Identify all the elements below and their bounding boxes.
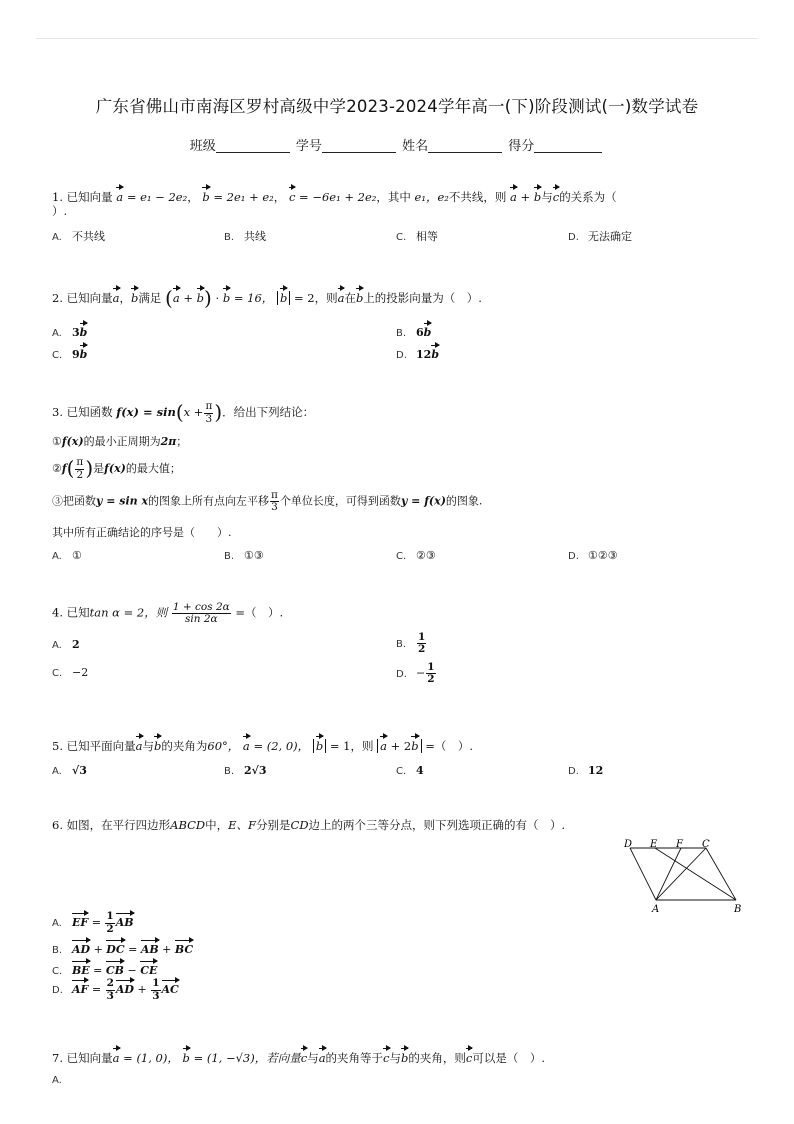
- function-def: f(x) = sin: [116, 405, 176, 419]
- q-text: 的最小正周期为: [83, 435, 161, 448]
- id-label: 学号: [295, 139, 322, 154]
- q-text: ．给出下列结论：: [222, 405, 315, 419]
- q-text: tan α = 2，则: [89, 605, 168, 620]
- q3-option-d[interactable]: [568, 549, 618, 562]
- q3-option-c[interactable]: [396, 549, 436, 562]
- q2-option-d[interactable]: [396, 342, 439, 361]
- fraction-pi-3: $\frac{\pi}{3}$: [205, 400, 213, 425]
- option-text: ①: [72, 549, 82, 562]
- q2-option-c[interactable]: [52, 342, 87, 361]
- option-text: 6: [416, 326, 424, 339]
- q-text: 上的投影向量为（ ）.: [363, 291, 482, 305]
- q2-option-a[interactable]: [52, 320, 87, 339]
- q-text: 的图象上所有点向左平移: [148, 494, 270, 508]
- option-text: 12: [588, 764, 604, 777]
- vector-b: b: [424, 320, 432, 339]
- vector-a: a: [510, 184, 517, 204]
- name-blank[interactable]: [428, 138, 502, 153]
- q1-option-a[interactable]: [52, 228, 105, 244]
- q-text: 已知向量: [66, 291, 113, 305]
- function-ref: y = sin x: [96, 494, 149, 508]
- q-text: 的关系为（: [559, 190, 617, 204]
- q6-option-c[interactable]: C. BE = CB − CE: [52, 958, 157, 977]
- question-number: 5.: [52, 739, 63, 753]
- option-key: C.: [52, 668, 63, 679]
- option-key: C.: [52, 350, 63, 361]
- student-info-line: [0, 135, 794, 154]
- q1-option-c[interactable]: [396, 228, 438, 244]
- label-c: C: [702, 839, 710, 850]
- shape-name: ABCD: [170, 818, 206, 832]
- q-text: 可以是（ ）.: [472, 1051, 545, 1065]
- option-text: 2: [72, 638, 80, 651]
- question-4: [52, 602, 283, 625]
- q-text: ，: [187, 190, 199, 204]
- q5-option-c[interactable]: [396, 764, 424, 777]
- q-text: 中，: [205, 818, 229, 832]
- vector-b: b: [280, 285, 287, 305]
- vector-a: a: [136, 733, 143, 753]
- score-label: 得分: [508, 139, 535, 154]
- question-1-cont: ）.: [52, 204, 68, 218]
- option-key: B.: [224, 551, 235, 562]
- vector-c: c: [383, 1045, 389, 1065]
- q-text: 的夹角为: [161, 739, 208, 753]
- equation-b: = 2e₁ + e₂: [213, 190, 274, 204]
- vector-b: b: [80, 320, 88, 339]
- function-ref: y = f(x): [400, 494, 446, 508]
- question-number: 1.: [52, 190, 63, 204]
- q-text: 不共线，则: [448, 190, 507, 204]
- q-text: 个单位长度，可得到函数: [279, 494, 401, 508]
- statement-mark: ①: [52, 435, 62, 448]
- q2-option-b[interactable]: [396, 320, 431, 339]
- option-key: B.: [396, 328, 407, 339]
- angle-value: 60°，: [207, 739, 240, 753]
- vector-a: a: [113, 285, 120, 305]
- question-6: [52, 817, 565, 833]
- q3-option-a[interactable]: [52, 549, 82, 562]
- q-text: 的夹角，则: [408, 1051, 466, 1065]
- q5-option-b[interactable]: [224, 764, 267, 777]
- q6-option-a[interactable]: A. EF = $\frac{1}{2}$ AB: [52, 910, 134, 935]
- option-text: ①③: [244, 549, 264, 562]
- q4-option-c[interactable]: [52, 666, 88, 679]
- q-text: = 2，则: [293, 291, 338, 305]
- option-key: D.: [568, 766, 579, 777]
- option-text: √3: [72, 764, 87, 777]
- fraction-expression: [172, 602, 231, 625]
- parallelogram-figure: [618, 838, 748, 916]
- page-title: 广东省佛山市南海区罗村高级中学2023-2024学年高一(下)阶段测试(一)数学试卷: [95, 97, 699, 116]
- q-text: 与: [541, 190, 553, 204]
- abs-b: [277, 291, 290, 305]
- q-text: = 1，则: [329, 739, 374, 753]
- paren: ): [214, 400, 223, 424]
- option-text: 共线: [244, 230, 266, 243]
- option-key: B.: [224, 766, 235, 777]
- vector-c: c: [289, 184, 295, 204]
- option-key: C.: [396, 232, 407, 243]
- q7-option-a[interactable]: [52, 1073, 72, 1086]
- vector-a: a: [173, 285, 180, 305]
- q-text: ③把函数: [52, 494, 96, 508]
- vector-c: c: [466, 1045, 472, 1065]
- option-text: 12: [416, 348, 432, 361]
- q-text: 边上的两个三等分点，则下列选项正确的有（ ）.: [308, 818, 566, 832]
- option-key: A.: [52, 328, 62, 339]
- option-text: 无法确定: [588, 230, 632, 243]
- option-key: D.: [568, 232, 579, 243]
- option-key: C.: [396, 551, 407, 562]
- vector-b: b: [356, 285, 363, 305]
- q-text: 的夹角等于: [325, 1051, 384, 1065]
- q-text: =（ ）.: [235, 605, 284, 620]
- option-key: A.: [52, 918, 62, 929]
- q-text: ，其中: [376, 190, 411, 204]
- vector-c: c: [553, 184, 559, 204]
- e1-e2: e₁，e₂: [414, 190, 449, 204]
- fraction-one-half: $\frac{1}{2}$: [418, 631, 426, 656]
- option-key: C.: [52, 966, 63, 977]
- option-key: B.: [396, 638, 407, 650]
- option-text: 4: [416, 764, 424, 777]
- option-text: ①②③: [588, 549, 618, 562]
- paren: (: [66, 456, 75, 480]
- vector-b: b: [183, 1045, 190, 1065]
- vector-a: a: [116, 184, 123, 204]
- q-text: 已知向量: [66, 190, 113, 204]
- question-5: [52, 733, 473, 754]
- option-text: 相等: [416, 230, 438, 243]
- q-text: 已知向量: [66, 1051, 113, 1065]
- paren: ): [85, 456, 94, 480]
- q-text: 在: [344, 291, 356, 305]
- vector-b: b: [316, 733, 323, 753]
- vector-a: a: [113, 1045, 120, 1065]
- label-d: D: [624, 839, 633, 850]
- id-blank[interactable]: [322, 138, 396, 153]
- label-e: E: [650, 839, 658, 850]
- vector-ab: AB: [141, 937, 159, 956]
- option-text: −: [416, 666, 426, 680]
- vector-b: b: [202, 184, 209, 204]
- fraction-one-half: $\frac{1}{2}$: [427, 661, 435, 686]
- function-ref: f(x): [61, 435, 84, 448]
- vector-be: BE: [72, 958, 90, 977]
- q-text: = 16，: [233, 291, 274, 305]
- option-key: A.: [52, 766, 62, 777]
- label-a: A: [652, 904, 660, 915]
- vector-ad: AD: [116, 977, 134, 996]
- q-text: 与: [389, 1051, 401, 1065]
- paren: ): [204, 286, 212, 310]
- option-key: A.: [52, 1075, 62, 1086]
- fraction-one-half: $\frac{1}{2}$: [106, 910, 114, 935]
- question-number: 2.: [52, 291, 63, 305]
- vector-dc: DC: [106, 937, 124, 956]
- vector-c: c: [301, 1045, 307, 1065]
- vector-a-value: = (2, 0)，: [253, 739, 310, 753]
- q-text: 的图象.: [445, 494, 483, 508]
- question-number: 4.: [52, 605, 63, 620]
- equation-a: = e₁ − 2e₂: [126, 190, 188, 204]
- q-text: 与: [142, 739, 154, 753]
- period-value: 2π: [160, 435, 177, 448]
- q-text: 已知函数: [66, 405, 113, 419]
- numerator: 1 + cos 2α: [172, 601, 230, 613]
- q6-option-d[interactable]: D. AF = $\frac{2}{3}$ AD + $\frac{1}{3}$ AC: [52, 977, 179, 1002]
- class-blank[interactable]: [216, 138, 290, 153]
- question-7: [52, 1045, 545, 1066]
- score-blank[interactable]: [534, 138, 602, 153]
- option-text: 2√3: [244, 764, 267, 777]
- q4-option-b[interactable]: [396, 632, 427, 655]
- label-f: F: [676, 839, 683, 850]
- vector-af: AF: [72, 977, 88, 996]
- vector-a: a: [319, 1045, 326, 1065]
- function-ref: f(x): [104, 462, 126, 475]
- vector-b: b: [197, 285, 204, 305]
- vector-b: b: [223, 285, 230, 305]
- x-var: x +: [183, 405, 204, 419]
- q-text: 满足: [138, 291, 162, 305]
- q-text: 已知: [66, 605, 90, 620]
- vector-cb: CB: [106, 958, 124, 977]
- option-key: A.: [52, 232, 62, 243]
- name-label: 姓名: [402, 139, 429, 154]
- f-of: f: [61, 462, 67, 475]
- vector-ce: CE: [140, 958, 157, 977]
- option-key: D.: [568, 551, 579, 562]
- vector-b: b: [411, 733, 418, 753]
- question-number: 6.: [52, 818, 63, 832]
- class-label: 班级: [189, 139, 216, 154]
- vector-ad: AD: [72, 937, 90, 956]
- question-2: 2. 已知向量a，b满足 (a + b) · b = 16， b = 2，则a在b上的投影向量为（ ）.: [52, 286, 482, 310]
- vector-b: b: [80, 342, 88, 361]
- fraction-two-thirds: $\frac{2}{3}$: [106, 977, 114, 1002]
- option-key: D.: [396, 350, 407, 361]
- q1-option-b[interactable]: [224, 228, 266, 244]
- fraction-pi-3: $\frac{\pi}{3}$: [271, 489, 278, 514]
- option-key: B.: [224, 232, 235, 243]
- option-text: 3: [72, 326, 80, 339]
- option-text: ②③: [416, 549, 436, 562]
- paren: (: [175, 400, 184, 424]
- q-text: 与: [307, 1051, 319, 1065]
- vector-b: b: [431, 342, 439, 361]
- question-3-prompt: 其中所有正确结论的序号是（ ）.: [52, 526, 232, 539]
- q1-option-d[interactable]: [568, 228, 632, 244]
- side-cd: CD: [290, 818, 309, 832]
- option-text: 不共线: [72, 230, 105, 243]
- vector-ac: AC: [162, 977, 179, 996]
- q5-option-d[interactable]: [568, 764, 603, 777]
- vector-b: b: [131, 285, 138, 305]
- paren: (: [165, 286, 173, 310]
- statement-2: [52, 456, 181, 481]
- q-text: 的最大值；: [125, 462, 181, 475]
- vector-bc: BC: [175, 937, 193, 956]
- question-number: 3.: [52, 405, 63, 419]
- vector-b: b: [401, 1045, 408, 1065]
- statement-mark: ②: [52, 462, 62, 475]
- q-text: =（ ）.: [425, 739, 474, 753]
- vector-a-value: = (1, 0)，: [123, 1051, 179, 1065]
- option-key: D.: [396, 668, 407, 680]
- q3-option-b[interactable]: [224, 549, 264, 562]
- vector-ef: EF: [72, 910, 88, 929]
- top-divider: [36, 38, 758, 39]
- statement-1: ①f(x)的最小正周期为2π；: [52, 435, 188, 448]
- fraction-one-third: $\frac{1}{3}$: [152, 977, 160, 1002]
- question-1: 1. 已知向量 a = e₁ − 2e₂， b = 2e₁ + e₂， c = −6e₁ + 2e₂，其中 e₁，e₂不共线，则 a + b与c的关系为（: [52, 184, 617, 205]
- label-b: B: [734, 904, 742, 915]
- abs-a-plus-2b: a + 2b: [377, 739, 422, 753]
- option-key: D.: [52, 985, 63, 996]
- q-text: 已知平面向量: [66, 739, 136, 753]
- q5-option-a[interactable]: [52, 764, 87, 777]
- option-key: C.: [396, 766, 407, 777]
- vector-a: a: [380, 733, 387, 753]
- vector-a: a: [338, 285, 345, 305]
- q4-option-a[interactable]: [52, 638, 80, 651]
- option-key: B.: [52, 945, 63, 956]
- abs-b: [313, 739, 326, 753]
- vector-ab: AB: [116, 910, 134, 929]
- option-key: A.: [52, 551, 62, 562]
- vector-b-value: = (1, −√3)，若向量: [193, 1051, 301, 1065]
- points-ef: E、F: [228, 818, 257, 832]
- statement-3: [52, 490, 482, 513]
- q-text: 如图，在平行四边形: [66, 818, 171, 832]
- option-key: A.: [52, 640, 62, 651]
- question-number: 7.: [52, 1051, 63, 1065]
- q-text: ，: [273, 190, 286, 204]
- q-text: 分别是: [256, 818, 291, 832]
- vector-b: b: [534, 184, 541, 204]
- option-text: 9: [72, 348, 80, 361]
- option-text: −2: [72, 666, 89, 679]
- equation-c: = −6e₁ + 2e₂: [299, 190, 377, 204]
- fraction-pi-2: $\frac{\pi}{2}$: [76, 456, 84, 481]
- vector-b: b: [154, 733, 161, 753]
- q4-option-d[interactable]: [396, 662, 437, 685]
- question-3: [52, 400, 314, 425]
- q-text: 是: [93, 462, 105, 475]
- q6-option-b[interactable]: B. AD + DC = AB + BC: [52, 937, 193, 956]
- vector-a: a: [243, 733, 250, 753]
- denominator: sin 2α: [184, 613, 218, 626]
